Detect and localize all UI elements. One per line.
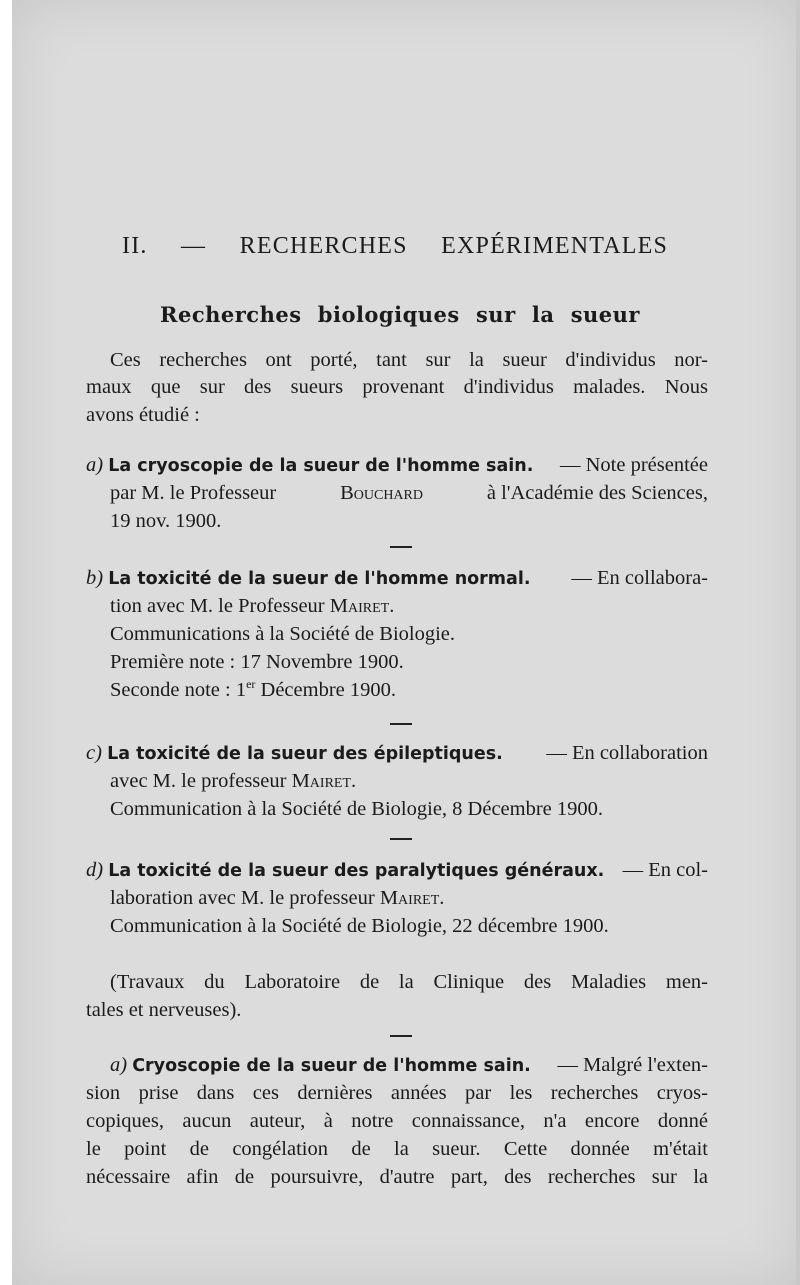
item-b-title: La toxicité de la sueur de l'homme normal. xyxy=(108,569,531,589)
item-c-rest: — En collaboration xyxy=(546,742,708,764)
item-a-title: La cryoscopie de la sueur de l'homme sain. xyxy=(108,456,534,476)
item-a-line-3: 19 nov. 1900. xyxy=(110,510,222,532)
item-c-line-2 xyxy=(110,769,356,793)
item-a-line-1 xyxy=(86,453,708,478)
item-b-rest: — En collabora- xyxy=(571,567,708,589)
section-a-title: Cryoscopie de la sueur de l'homme sain. xyxy=(132,1056,531,1076)
item-d-line-2-post: . xyxy=(439,887,445,909)
item-a-line-2-pre: par M. le Professeur xyxy=(110,482,277,504)
item-d-author: Mairet xyxy=(379,887,440,909)
section-subtitle: Recherches biologiques sur la sueur xyxy=(160,302,640,327)
item-d-line-3: Communication à la Société de Biologie, 22 décembre 1900. xyxy=(110,915,609,937)
item-a-line-2-post: à l'Académie des Sciences, xyxy=(486,482,708,504)
item-b-line-2-post: . xyxy=(389,595,395,617)
item-b-line-5-pre: Seconde note : 1 xyxy=(110,679,247,701)
item-a-rest: — Note présentée xyxy=(560,454,708,476)
intro-line-1: Ces recherches ont porté, tant sur la sueur d'individus nor- xyxy=(110,349,708,371)
section-a-line-5: nécessaire afin de poursuivre, d'autre part, des recherches sur la xyxy=(86,1166,708,1188)
section-a-line-3: copiques, aucun auteur, à notre connaissance, n'a encore donné xyxy=(86,1110,708,1132)
item-a-line-2 xyxy=(110,481,708,505)
separator-dash xyxy=(390,546,412,548)
item-b-label: b) xyxy=(86,567,104,589)
item-c-label: c) xyxy=(86,742,102,764)
separator-dash xyxy=(390,723,412,725)
item-b-line-2 xyxy=(110,594,394,618)
item-a-author: Bouchard xyxy=(340,482,423,504)
item-c-line-1 xyxy=(86,741,708,766)
item-b-line-5-post: Décembre 1900. xyxy=(255,679,397,701)
item-c-line-2-post: . xyxy=(351,770,357,792)
item-b-line-5 xyxy=(110,678,396,702)
section-a-line-4: le point de congélation de la sueur. Cette donnée m'était xyxy=(86,1138,708,1160)
intro-line-3: avons étudié : xyxy=(86,404,200,426)
separator-dash xyxy=(390,838,412,840)
book-page xyxy=(12,0,800,1285)
section-a-label: a) xyxy=(110,1054,128,1076)
item-d-line-1 xyxy=(86,858,708,883)
item-b-author: Mairet xyxy=(329,595,390,617)
item-d-label: d) xyxy=(86,859,104,881)
item-b-line-5-sup: er xyxy=(246,677,256,692)
item-b-line-3: Communications à la Société de Biologie. xyxy=(110,623,456,645)
item-a-label: a) xyxy=(86,454,104,476)
intro-line-2: maux que sur des sueurs provenant d'individus malades. Nous xyxy=(86,376,708,398)
item-c-line-2-pre: avec M. le professeur xyxy=(110,770,287,792)
travaux-line-2: tales et nerveuses). xyxy=(86,999,242,1021)
item-d-title: La toxicité de la sueur des paralytiques généraux. xyxy=(108,861,605,881)
section-a-rest: — Malgré l'exten- xyxy=(557,1054,708,1076)
item-c-author: Mairet xyxy=(291,770,352,792)
item-d-rest: — En col- xyxy=(622,859,708,881)
item-d-line-2 xyxy=(110,886,444,910)
item-b-line-2-pre: tion avec M. le Professeur xyxy=(110,595,325,617)
item-b-line-1 xyxy=(86,566,708,591)
separator-dash xyxy=(390,1035,412,1037)
travaux-line-1: (Travaux du Laboratoire de la Clinique des Maladies men- xyxy=(110,971,708,993)
page-title: II. — RECHERCHES EXPÉRIMENTALES xyxy=(122,233,668,259)
section-a-line-1 xyxy=(110,1053,708,1078)
item-d-line-2-pre: laboration avec M. le professeur xyxy=(110,887,375,909)
item-c-line-3: Communication à la Société de Biologie, 8 Décembre 1900. xyxy=(110,798,604,820)
item-b-line-4: Première note : 17 Novembre 1900. xyxy=(110,651,404,673)
section-a-line-2: sion prise dans ces dernières années par les recherches cryos- xyxy=(86,1082,708,1104)
item-c-title: La toxicité de la sueur des épileptiques. xyxy=(107,744,503,764)
